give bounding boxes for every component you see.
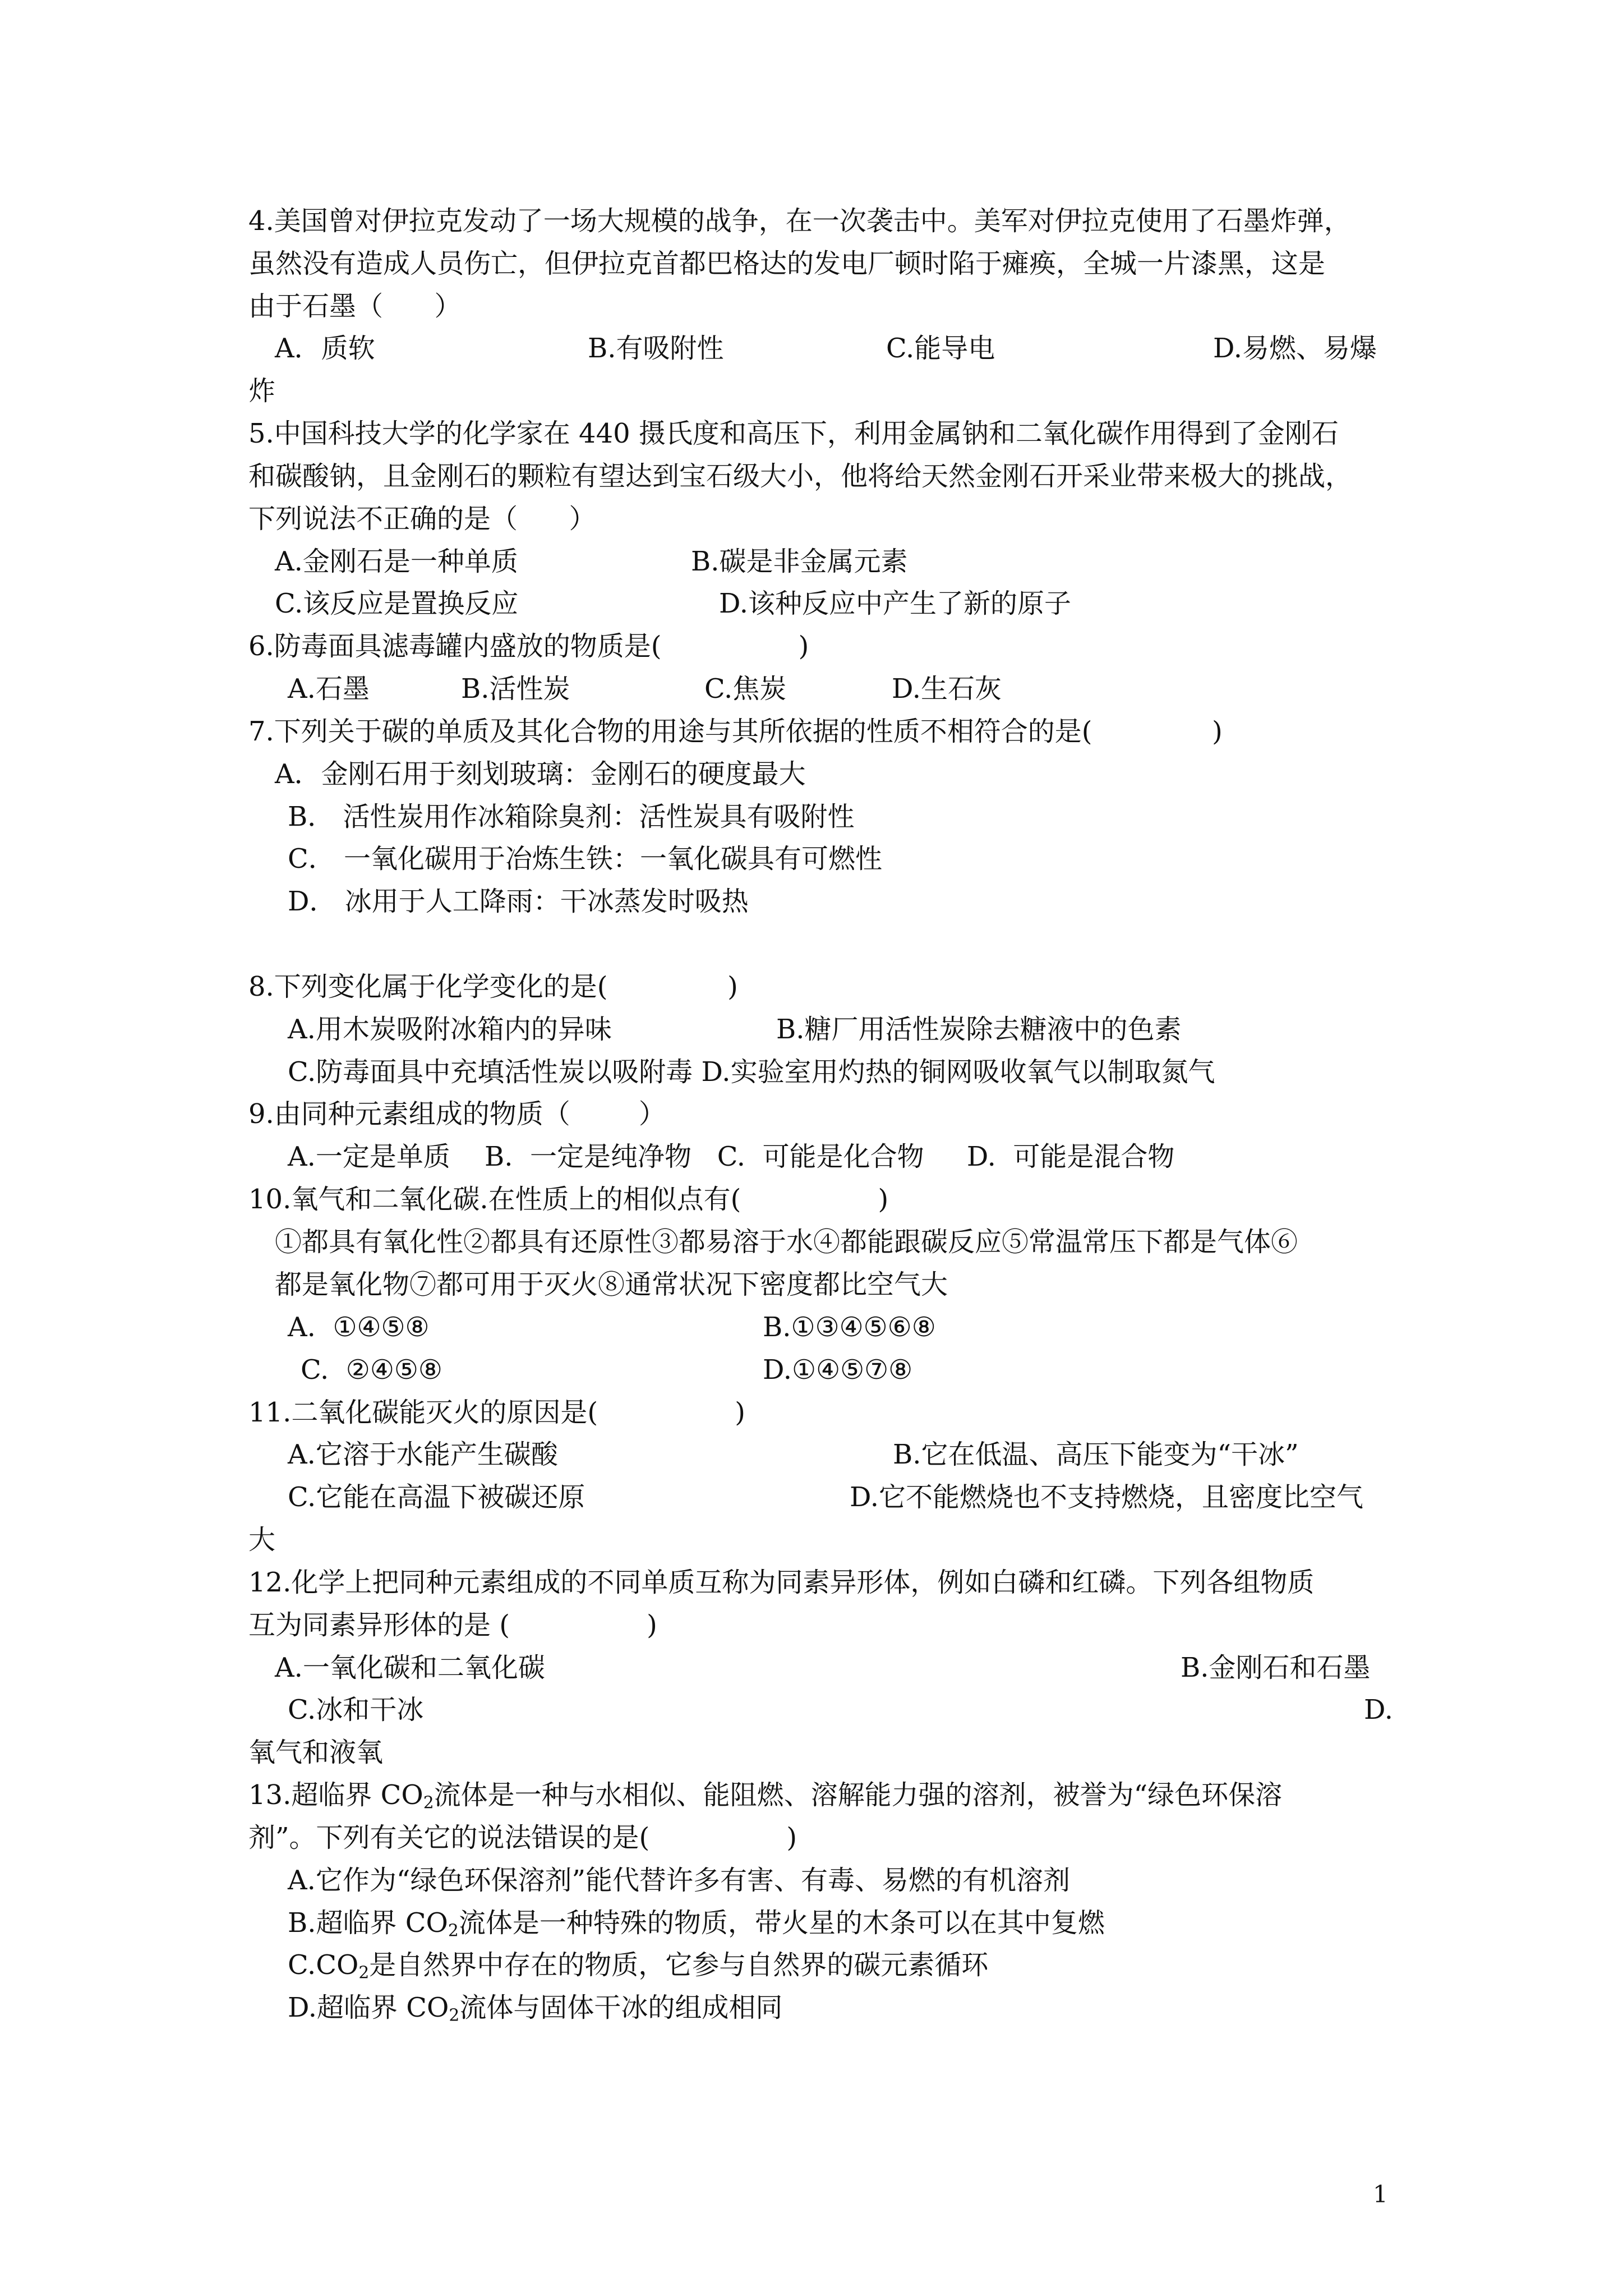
q10-statements-line1: ①都具有氧化性②都具有还原性③都易溶于水④都能跟碳反应⑤常温常压下都是气体⑥ <box>275 1226 1298 1258</box>
q12-option-c: C.冰和干冰 <box>288 1694 424 1726</box>
q12-option-d: D. <box>1364 1694 1394 1726</box>
q6-option-a: A.石墨 <box>288 673 370 705</box>
q11-stem: 11.二氧化碳能灭火的原因是( ) <box>248 1397 745 1428</box>
q5-option-b: B.碳是非金属元素 <box>691 546 908 577</box>
q13-stem-line1: 13.超临界 $CO_2$流体是一种与水相似、能阻燃、溶解能力强的溶剂，被誉为“绿色环保溶 <box>248 1779 1283 1813</box>
q13-option-b: B.超临界 $CO_2$流体是一种特殊的物质，带火星的木条可以在其中复燃 <box>288 1907 1105 1941</box>
q6-option-c: C.焦炭 <box>704 673 787 705</box>
q6-option-d: D.生石灰 <box>892 673 1002 705</box>
q13-option-c: $C.CO_2$是自然界中存在的物质，它参与自然界的碳元素循环 <box>288 1949 989 1983</box>
q7-option-c: C． 一氧化碳用于冶炼生铁：一氧化碳具有可燃性 <box>288 843 882 875</box>
q4-stem-line1: 4.美国曾对伊拉克发动了一场大规模的战争，在一次袭击中。美军对伊拉克使用了石墨炸弹， <box>248 205 1351 237</box>
q8-option-cd: C.防毒面具中充填活性炭以吸附毒 D.实验室用灼热的铜网吸收氧气以制取氮气 <box>288 1056 1215 1088</box>
q12-option-d-continued: 氧气和液氧 <box>248 1737 384 1768</box>
q7-option-b: B． 活性炭用作冰箱除臭剂：活性炭具有吸附性 <box>288 801 855 832</box>
q6-stem: 6.防毒面具滤毒罐内盛放的物质是( ) <box>248 631 809 662</box>
q7-stem: 7.下列关于碳的单质及其化合物的用途与其所依据的性质不相符合的是( ) <box>248 716 1223 747</box>
q8-stem: 8.下列变化属于化学变化的是( ) <box>248 971 738 1002</box>
q10-option-c: C. ②④⑤⑧ <box>301 1354 442 1386</box>
q12-option-a: A.一氧化碳和二氧化碳 <box>275 1652 545 1683</box>
page-number: 1 <box>1373 2180 1388 2208</box>
q6-option-b: B.活性炭 <box>461 673 570 705</box>
q5-stem-line3: 下列说法不正确的是（ ） <box>248 503 596 535</box>
q9-stem: 9.由同种元素组成的物质（ ） <box>248 1098 666 1130</box>
q11-option-b: B.它在低温、高压下能变为“干冰” <box>893 1439 1299 1470</box>
q5-option-c: C.该反应是置换反应 <box>275 588 519 619</box>
q13-subscript: 2 <box>423 1793 434 1813</box>
q10-stem: 10.氧气和二氧化碳.在性质上的相似点有( ) <box>248 1184 889 1215</box>
q12-option-b: B.金刚石和石墨 <box>1181 1652 1371 1683</box>
q9-options: A.一定是单质 B. 一定是纯净物 C. 可能是化合物 D. 可能是混合物 <box>288 1141 1175 1172</box>
q4-option-a: A．质软 <box>275 333 375 364</box>
q4-option-d-continued: 炸 <box>248 375 276 407</box>
q5-option-a: A.金刚石是一种单质 <box>275 546 518 577</box>
q11-option-c: C.它能在高温下被碳还原 <box>288 1481 585 1513</box>
q10-option-d: D.①④⑤⑦⑧ <box>763 1354 913 1386</box>
q8-option-b: B.糖厂用活性炭除去糖液中的色素 <box>776 1014 1182 1045</box>
q13-option-a: A.它作为“绿色环保溶剂”能代替许多有害、有毒、易燃的有机溶剂 <box>288 1865 1071 1896</box>
q4-option-c: C.能导电 <box>886 333 995 364</box>
q12-stem-line2: 互为同素异形体的是 ( ) <box>248 1609 657 1641</box>
q4-stem-line3: 由于石墨（ ） <box>248 291 462 322</box>
q11-option-d: D.它不能燃烧也不支持燃烧，且密度比空气 <box>850 1481 1364 1513</box>
q11-option-a: A.它溶于水能产生碳酸 <box>288 1439 558 1470</box>
q10-option-b: B.①③④⑤⑥⑧ <box>763 1312 936 1343</box>
q5-option-d: D.该种反应中产生了新的原子 <box>719 588 1072 619</box>
q12-stem-line1: 12.化学上把同种元素组成的不同单质互称为同素异形体，例如白磷和红磷。下列各组物质 <box>248 1567 1315 1598</box>
q13-stem-line2: 剂”。下列有关它的说法错误的是( ) <box>248 1822 797 1853</box>
q4-option-d: D.易燃、易爆 <box>1213 333 1377 364</box>
q8-option-a: A.用木炭吸附冰箱内的异味 <box>288 1014 612 1045</box>
q4-stem-line2: 虽然没有造成人员伤亡，但伊拉克首都巴格达的发电厂顿时陷于瘫痪，全城一片漆黑，这是 <box>248 248 1326 279</box>
q5-stem-line1: 5.中国科技大学的化学家在 440 摄氏度和高压下，利用金属钠和二氧化碳作用得到了金刚石 <box>248 418 1339 449</box>
q7-option-a: A．金刚石用于刻划玻璃：金刚石的硬度最大 <box>275 758 806 790</box>
q11-option-d-continued: 大 <box>248 1524 276 1556</box>
q13-option-d: D.超临界 $CO_2$流体与固体干冰的组成相同 <box>288 1992 783 2026</box>
q10-option-a: A. ①④⑤⑧ <box>288 1312 430 1343</box>
q10-statements-line2: 都是氧化物⑦都可用于灭火⑧通常状况下密度都比空气大 <box>275 1269 948 1300</box>
q4-option-b: B.有吸附性 <box>588 333 724 364</box>
q5-stem-line2: 和碳酸钠，且金刚石的颗粒有望达到宝石级大小，他将给天然金刚石开采业带来极大的挑战， <box>248 461 1353 492</box>
q7-option-d: D． 冰用于人工降雨：干冰蒸发时吸热 <box>288 886 749 917</box>
